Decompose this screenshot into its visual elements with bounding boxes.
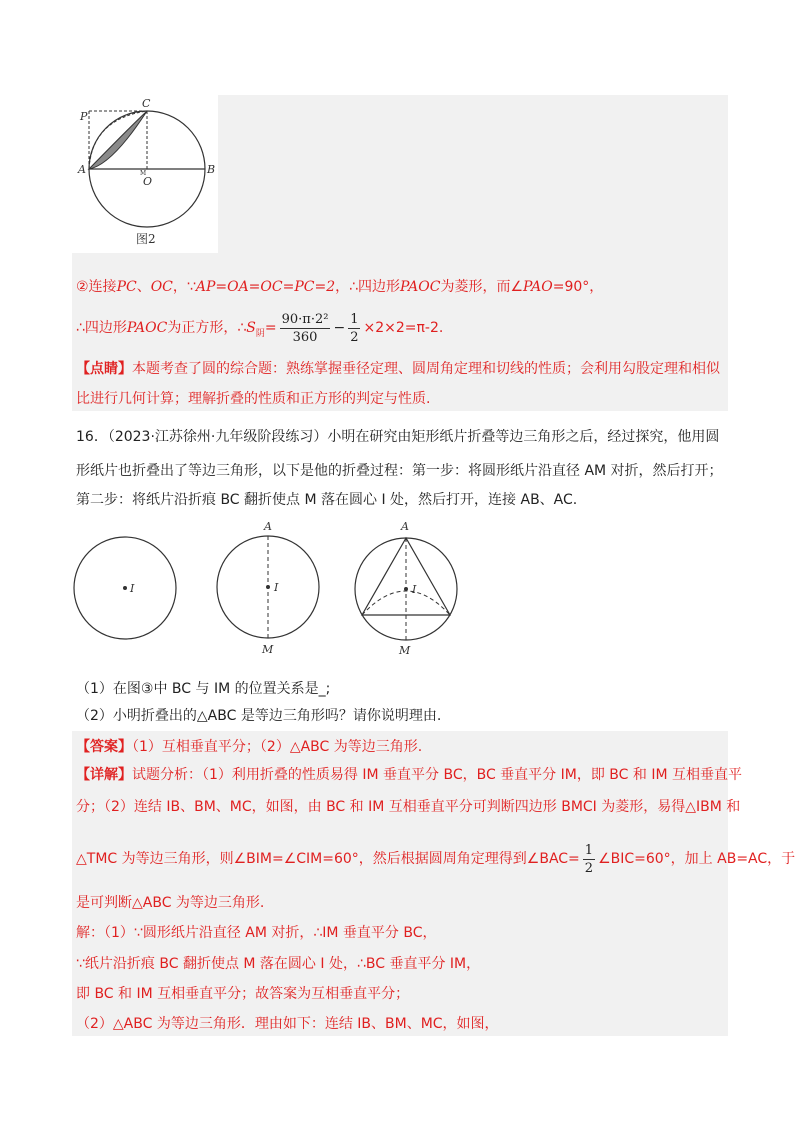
solution-line-3: 即 BC 和 IM 互相垂直平分；故答案为互相垂直平分； [76, 986, 410, 1002]
text-segment: ∴四边形 [76, 320, 127, 336]
question-16-line-1: 16．（2023·江苏徐州·九年级阶段练习）小明在研究由矩形纸片折叠等边三角形之后，经过探究，他用圆 [76, 429, 720, 445]
solution-area-line [76, 310, 443, 352]
figure-label-o: O [143, 175, 153, 188]
sub-question-2: （2）小明折叠出的△ABC 是等边三角形吗？请你说明理由. [76, 708, 442, 724]
dianjing-tag: 【点睛】 [76, 361, 132, 377]
figure-label-m: M [399, 644, 411, 657]
figure-label-m: M [262, 643, 274, 656]
answer-tag: 【答案】 [76, 739, 132, 755]
text-segment: 为菱形，而∠ [440, 279, 524, 295]
text-segment: ②连接 [76, 279, 117, 295]
solution-line-4: （2）△ABC 为等边三角形．理由如下：连结 IB、BM、MC，如图， [76, 1016, 499, 1032]
figure-label-i: I [274, 581, 279, 594]
figure-2-circle-diagram [72, 95, 218, 253]
fraction-denominator: 360 [292, 329, 318, 345]
text-segment: = [264, 320, 277, 336]
detail-line-4: 是可判断△ABC 为等边三角形. [76, 895, 265, 911]
fraction-half [348, 311, 360, 346]
detail-tag: 【详解】 [76, 767, 132, 783]
fraction-numerator: 1 [350, 311, 359, 327]
math-pc: PC [116, 279, 137, 295]
dianjing-line-2 [76, 389, 430, 409]
dianjing-text: 本题考查了圆的综合题：熟练掌握垂径定理、圆周角定理和切线的性质；会利用勾股定理和相似 [132, 361, 720, 377]
figure-circle-1 [70, 534, 180, 644]
fraction-sector-area [280, 311, 331, 346]
detail-line-1 [76, 765, 742, 785]
dianjing-line-1 [76, 359, 720, 379]
fraction-denominator: 2 [350, 329, 359, 345]
fraction-numerator: 1 [584, 842, 594, 858]
math-oc: OC [150, 279, 173, 295]
detail-text: △TMC 为等边三角形，则∠BIM=∠CIM=60°，然后根据圆周角定理得到∠BAC= [76, 851, 580, 867]
math-paoc: PAOC [126, 320, 168, 336]
figure-caption: 图2 [136, 232, 156, 246]
question-16-line-3: 第二步：将纸片沿折痕 BC 翻折使点 M 落在圆心 I 处，然后打开，连接 AB、AC. [76, 492, 578, 508]
detail-line-3 [76, 841, 795, 877]
figure-label-a: A [264, 520, 272, 533]
detail-text: ∠BIC=60°，加上 AB=AC，于 [598, 851, 796, 867]
figure-label-a: A [401, 520, 409, 533]
detail-line-2: 分；（2）连结 IB、BM、MC，如图，由 BC 和 IM 互相垂直平分可判断四边形 BMCI 为菱形，易得△IBM 和 [76, 799, 741, 815]
answer-line [76, 737, 422, 757]
text-segment: =90°， [552, 279, 604, 295]
figure-label-p: P [80, 110, 88, 123]
answer-text: （1）互相垂直平分；（2）△ABC 为等边三角形. [132, 739, 423, 755]
fraction-half [583, 842, 595, 877]
figure-label-b: B [207, 163, 216, 176]
math-s: S [246, 320, 256, 336]
figure-label-m: M [140, 170, 147, 177]
math-equality: AP=OA=OC=PC=2 [195, 279, 336, 295]
dianjing-text: 比进行几何计算；理解折叠的性质和正方形的判定与性质. [76, 391, 431, 407]
figure-circle-3-triangle [350, 519, 465, 659]
solution-step-2-line [76, 277, 603, 297]
math-paoc: PAOC [400, 279, 441, 295]
question-16-line-2: 形纸片也折叠出了等边三角形，以下是他的折叠过程：第一步：将圆形纸片沿直径 AM 对折，然后打开； [76, 463, 723, 479]
math-pao: PAO [523, 279, 553, 295]
detail-text: 试题分析：（1）利用折叠的性质易得 IM 垂直平分 BC，BC 垂直平分 IM，即 BC 和 IM 互相垂直平 [132, 767, 742, 783]
text-segment: ，∵ [172, 279, 196, 295]
minus-sign: − [333, 320, 346, 336]
fraction-denominator: 2 [584, 860, 594, 876]
text-segment: ，∴四边形 [335, 279, 401, 295]
text-segment: 、 [136, 279, 151, 295]
text-segment: ×2×2=π-2. [363, 320, 444, 336]
figure-label-c: C [142, 97, 151, 110]
figure-circle-2 [214, 519, 324, 659]
sub-question-1: （1）在图③中 BC 与 IM 的位置关系是_; [76, 681, 331, 697]
text-segment: 为正方形，∴ [167, 320, 247, 336]
math-s-subscript: 阴 [255, 328, 265, 339]
figure-label-i: I [130, 582, 135, 595]
fraction-numerator: 90·π·2² [281, 311, 329, 327]
figure-label-i: I [412, 583, 417, 596]
solution-line-2: ∵纸片沿折痕 BC 翻折使点 M 落在圆心 I 处，∴BC 垂直平分 IM， [76, 956, 481, 972]
figure-label-a: A [78, 163, 86, 176]
solution-line-1: 解：（1）∵圆形纸片沿直径 AM 对折，∴IM 垂直平分 BC， [76, 925, 437, 941]
